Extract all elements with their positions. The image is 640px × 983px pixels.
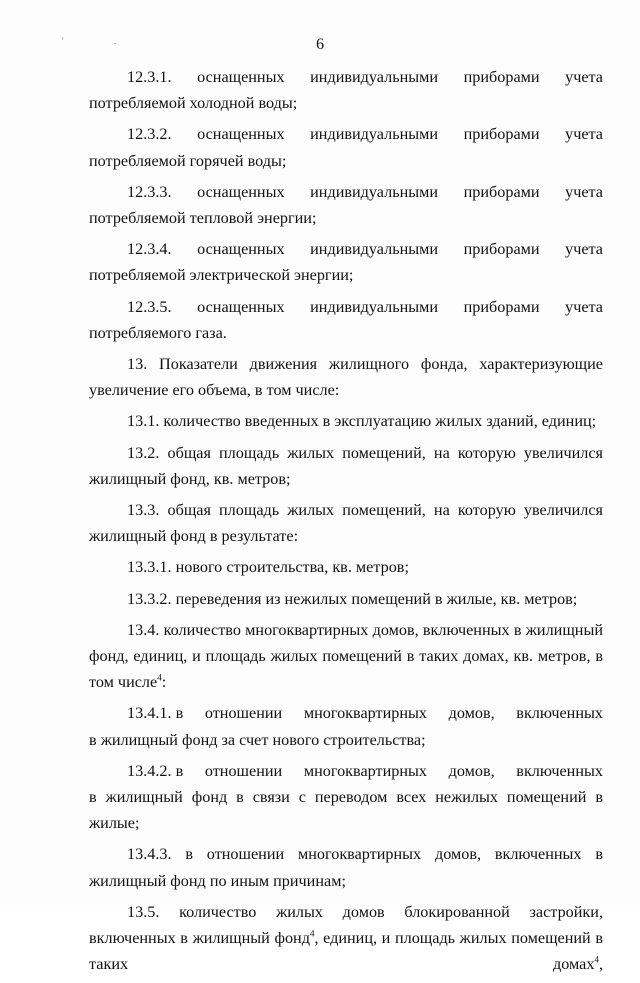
- paragraph-13-4-3: 13.4.3. в отношении многоквартирных домов, включенных в жилищный фонд по иным причинам;: [89, 845, 603, 890]
- paragraph-12-3-3: 12.3.3. оснащенных индивидуальными приборами учета потребляемой тепловой энергии;: [89, 182, 603, 228]
- paragraph-12-3-1: 12.3.1. оснащенных индивидуальными приборами учета потребляемой холодной воды;: [89, 68, 603, 113]
- paragraph-13: 13. Показатели движения жилищного фонда, характеризующие увеличение его объема, в том числе:: [89, 355, 603, 400]
- word: отношении: [204, 704, 283, 723]
- word: 13.4.1. в: [127, 704, 184, 723]
- paragraph-13-4-1-line2: в жилищный фонд за счет нового строительства;: [89, 730, 426, 749]
- paragraph-13-5: [89, 899, 603, 978]
- paragraph-13-5-part1: 13.5. количество жилых домов блокированной застройки, включенных в жилищный фонд: [89, 902, 603, 948]
- page-number: 6: [315, 35, 325, 53]
- paragraph-13-4-tail: :: [161, 673, 167, 692]
- paragraph-13-4-1: [89, 700, 603, 752]
- paragraph-13-1: 13.1. количество введенных в эксплуатацию жилых зданий, единиц;: [127, 412, 597, 431]
- paragraph-13-4-2: [89, 758, 603, 837]
- footnote-marker: 4: [309, 928, 315, 939]
- word: домов,: [448, 761, 495, 780]
- paragraph-13-4-2-line2: в жилищный фонд в связи с переводом всех нежилых помещений в жилые;: [89, 788, 603, 833]
- paragraph-13-4-2-line1: [127, 758, 603, 784]
- paragraph-13-2: 13.2. общая площадь жилых помещений, на которую увеличился жилищный фонд, кв. метров;: [89, 443, 603, 488]
- paragraph-13-4: [89, 617, 603, 696]
- paragraph-13-4-1-line1: [127, 700, 603, 726]
- scan-marks: ' .: [62, 36, 141, 46]
- paragraph-13-3-1: 13.3.1. нового строительства, кв. метров;: [127, 558, 409, 577]
- word: включенных: [516, 704, 603, 723]
- paragraph-13-3-2: 13.3.2. переведения из нежилых помещений в жилые, кв. метров;: [127, 589, 578, 608]
- word: многоквартирных: [303, 704, 427, 723]
- word: домов,: [448, 704, 495, 723]
- footnote-marker: 4: [157, 672, 162, 683]
- paragraph-13-5-part3: ,: [598, 955, 603, 974]
- document-body: [89, 64, 603, 983]
- word: отношении: [204, 761, 283, 780]
- paragraph-13-3: 13.3. общая площадь жилых помещений, на которую увеличился жилищный фонд в результате:: [89, 501, 603, 546]
- word: включенных: [516, 761, 603, 780]
- paragraph-12-3-4: 12.3.4. оснащенных индивидуальными приборами учета потребляемой электрической энергии;: [89, 240, 603, 285]
- paragraph-12-3-2: 12.3.2. оснащенных индивидуальными приборами учета потребляемой горячей воды;: [89, 125, 603, 170]
- word: 13.4.2. в: [127, 761, 184, 780]
- paragraph-13-5-part2: , единиц, и площадь жилых помещений в таких домах: [89, 929, 603, 974]
- paragraph-13-4-text: 13.4. количество многоквартирных домов, включенных в жилищный фонд, единиц, и площадь жилых помещений в таких домах, кв. метров, в том числе: [89, 620, 603, 692]
- footnote-marker: 4: [594, 954, 599, 965]
- paragraph-12-3-5: 12.3.5. оснащенных индивидуальными приборами учета потребляемого газа.: [89, 297, 603, 342]
- word: многоквартирных: [303, 761, 427, 780]
